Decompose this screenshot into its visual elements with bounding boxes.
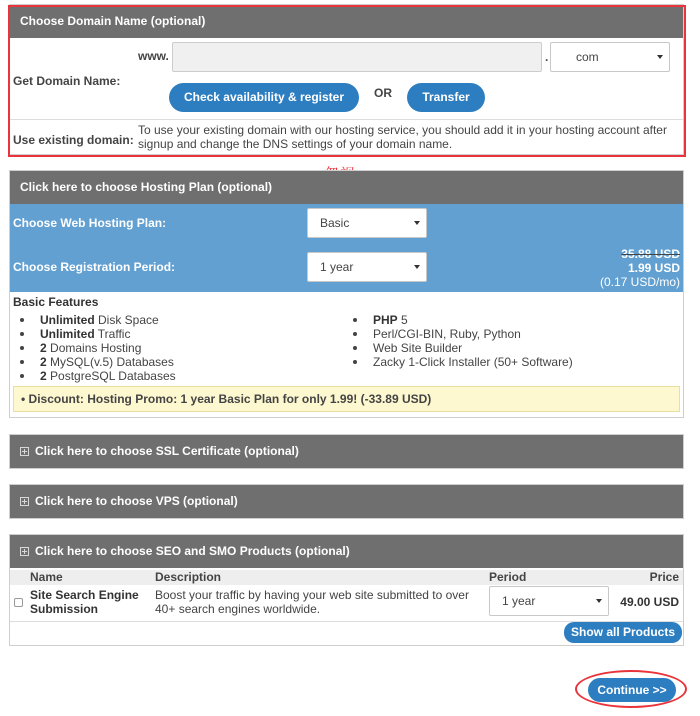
vps-panel bbox=[9, 484, 684, 519]
domain-panel bbox=[9, 4, 684, 155]
show-all-products-button[interactable]: Show all Products bbox=[564, 622, 682, 643]
product-period-select[interactable] bbox=[489, 586, 609, 616]
web-hosting-plan-label: Choose Web Hosting Plan: bbox=[13, 216, 167, 230]
discount-notice: • Discount: Hosting Promo: 1 year Basic Plan for only 1.99! (-33.89 USD) bbox=[13, 386, 680, 412]
hosting-plan-header[interactable]: Click here to choose Hosting Plan (optional) bbox=[10, 171, 683, 204]
column-header-period: Period bbox=[489, 570, 527, 584]
tld-dot: . bbox=[545, 50, 549, 64]
chevron-down-icon bbox=[414, 221, 420, 225]
feature-item: Web Site Builder bbox=[346, 341, 573, 355]
ssl-panel-header[interactable] bbox=[10, 435, 683, 468]
domain-name-input[interactable] bbox=[172, 42, 542, 72]
check-availability-button[interactable]: Check availability & register bbox=[169, 83, 359, 112]
ssl-panel bbox=[9, 434, 684, 469]
feature-item: 2 PostgreSQL Databases bbox=[13, 369, 176, 383]
feature-item: 2 MySQL(v.5) Databases bbox=[13, 355, 176, 369]
domain-divider bbox=[10, 119, 683, 120]
product-price: 49.00 USD bbox=[620, 595, 679, 609]
use-existing-domain-label: Use existing domain: bbox=[13, 133, 134, 147]
tld-select-value: com bbox=[576, 50, 599, 64]
seo-panel-title: Click here to choose SEO and SMO Products (optional) bbox=[35, 544, 350, 558]
hosting-plan-select[interactable] bbox=[307, 208, 427, 238]
feature-item: 2 Domains Hosting bbox=[13, 341, 176, 355]
or-separator: OR bbox=[374, 86, 392, 100]
domain-panel-header: Choose Domain Name (optional) bbox=[10, 5, 683, 38]
feature-item: Zacky 1-Click Installer (50+ Software) bbox=[346, 355, 573, 369]
registration-period-label: Choose Registration Period: bbox=[13, 260, 176, 274]
continue-button[interactable]: Continue >> bbox=[588, 678, 676, 702]
column-header-description: Description bbox=[155, 570, 222, 584]
vps-panel-header[interactable] bbox=[10, 485, 683, 518]
table-header-row bbox=[10, 570, 683, 585]
registration-period-select[interactable] bbox=[307, 252, 427, 282]
registration-period-value: 1 year bbox=[320, 260, 354, 274]
features-title: Basic Features bbox=[13, 295, 99, 309]
product-name: Site Search Engine Submission bbox=[30, 588, 139, 616]
column-header-price: Price bbox=[649, 570, 679, 584]
tld-select[interactable] bbox=[550, 42, 670, 72]
feature-item: Unlimited Traffic bbox=[13, 327, 176, 341]
use-existing-domain-description: To use your existing domain with our hosting service, you should add it in your hosting account after signup and change the DNS settings of your domain name. bbox=[138, 123, 667, 151]
expand-icon bbox=[20, 447, 29, 456]
features-list-right bbox=[346, 313, 573, 369]
hosting-options-area bbox=[10, 204, 683, 292]
feature-item: Perl/CGI-BIN, Ruby, Python bbox=[346, 327, 573, 341]
column-header-name: Name bbox=[30, 570, 63, 584]
hosting-plan-value: Basic bbox=[320, 216, 350, 230]
price-discounted: 1.99 USD bbox=[627, 261, 680, 275]
hosting-plan-panel bbox=[9, 170, 684, 418]
product-checkbox[interactable] bbox=[14, 598, 23, 607]
transfer-button[interactable]: Transfer bbox=[407, 83, 485, 112]
chevron-down-icon bbox=[657, 55, 663, 59]
seo-panel bbox=[9, 534, 684, 646]
chevron-down-icon bbox=[596, 599, 602, 603]
price-original: 35.88 USD bbox=[621, 247, 680, 261]
product-period-value: 1 year bbox=[502, 594, 536, 608]
chevron-down-icon bbox=[414, 265, 420, 269]
product-description: Boost your traffic by having your web site submitted to over 40+ search engines worldwide. bbox=[155, 588, 469, 616]
get-domain-label: Get Domain Name: bbox=[13, 74, 121, 88]
feature-item: Unlimited Disk Space bbox=[13, 313, 176, 327]
vps-panel-title: Click here to choose VPS (optional) bbox=[35, 494, 238, 508]
feature-item: PHP 5 bbox=[346, 313, 573, 327]
expand-icon bbox=[20, 497, 29, 506]
www-prefix: www. bbox=[138, 49, 169, 63]
domain-panel-body bbox=[10, 38, 683, 156]
ssl-panel-title: Click here to choose SSL Certificate (optional) bbox=[35, 444, 299, 458]
features-list-left bbox=[13, 313, 176, 383]
price-monthly: (0.17 USD/mo) bbox=[599, 275, 680, 289]
collapse-icon bbox=[20, 547, 29, 556]
seo-panel-header[interactable] bbox=[10, 535, 683, 568]
